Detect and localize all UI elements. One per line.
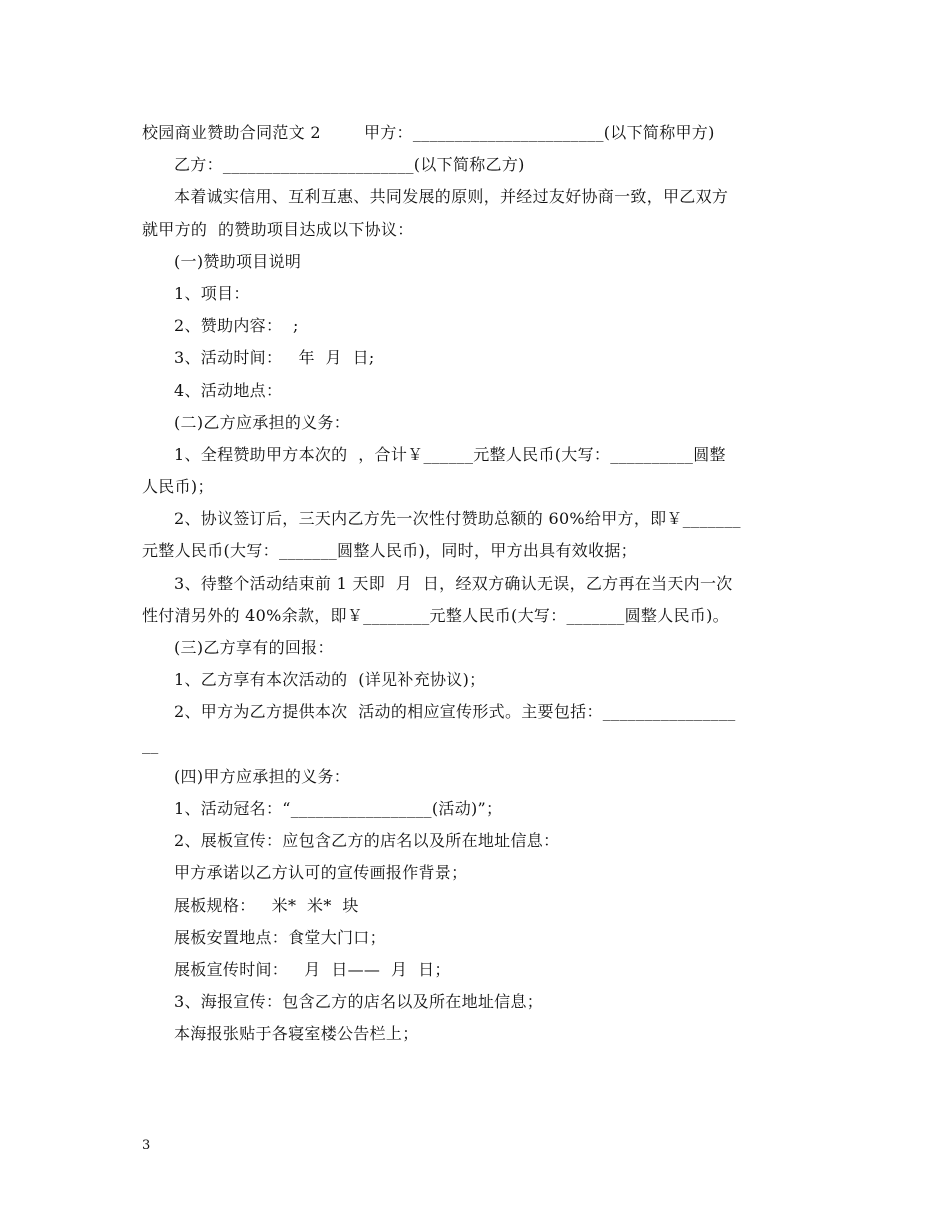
title-line: 校园商业赞助合同范文 2 甲方：_______________________(以下简称甲方) <box>142 123 715 142</box>
clause-item: 2、甲方为乙方提供本次 活动的相应宣传形式。主要包括：________________ <box>174 702 736 722</box>
clause-item: 1、项目： <box>174 283 250 303</box>
clause-detail: 本海报张贴于各寝室楼公告栏上； <box>174 1024 419 1044</box>
clause-detail: 展板安置地点：食堂大门口； <box>174 927 386 947</box>
section-heading-2: (二)乙方应承担的义务： <box>174 412 351 432</box>
clause-item: 1、全程赞助甲方本次的 ，合计￥______元整人民币(大写：__________圆整 <box>174 444 726 464</box>
document-body <box>142 117 812 1050</box>
clause-detail: 展板规格： 米* 米* 块 <box>174 895 359 915</box>
clause-item: 1、活动冠名：“_________________(活动)”； <box>174 798 503 818</box>
section-heading-4: (四)甲方应承担的义务： <box>174 766 351 786</box>
clause-item: 2、协议签订后，三天内乙方先一次性付赞助总额的 60%给甲方，即￥_______ <box>174 509 741 529</box>
clause-item: 1、乙方享有本次活动的 (详见补充协议)； <box>174 670 486 690</box>
page-number: 3 <box>142 1138 151 1153</box>
clause-continuation: 元整人民币(大写：_______圆整人民币)，同时，甲方出具有效收据； <box>142 541 637 561</box>
clause-item: 2、赞助内容： ; <box>174 316 299 336</box>
clause-continuation: 人民币)； <box>142 477 214 497</box>
preamble-line-1: 本着诚实信用、互利互惠、共同发展的原则，并经过友好协商一致，甲乙双方 <box>174 187 729 207</box>
preamble-line-2: 就甲方的 的赞助项目达成以下协议： <box>142 219 414 239</box>
clause-item: 4、活动地点： <box>174 380 283 400</box>
party-b-line: 乙方：_______________________(以下简称乙方) <box>174 155 525 175</box>
clause-detail: 甲方承诺以乙方认可的宣传画报作背景； <box>174 863 468 883</box>
section-heading-3: (三)乙方享有的回报： <box>174 638 334 657</box>
clause-item: 2、展板宣传：应包含乙方的店名以及所在地址信息： <box>174 831 560 851</box>
clause-continuation: 性付清另外的 40%余款，即￥________元整人民币(大写：_______圆整人民币)。 <box>142 605 729 625</box>
clause-item: 3、待整个活动结束前 1 天即 月 日，经双方确认无误，乙方再在当天内一次 <box>174 573 733 593</box>
clause-continuation: __ <box>142 734 159 754</box>
section-heading-1: (一)赞助项目说明 <box>174 251 302 271</box>
clause-item: 3、活动时间： 年 月 日; <box>174 348 375 368</box>
clause-item: 3、海报宣传：包含乙方的店名以及所在地址信息； <box>174 992 544 1012</box>
clause-detail: 展板宣传时间： 月 日—— 月 日； <box>174 959 451 979</box>
